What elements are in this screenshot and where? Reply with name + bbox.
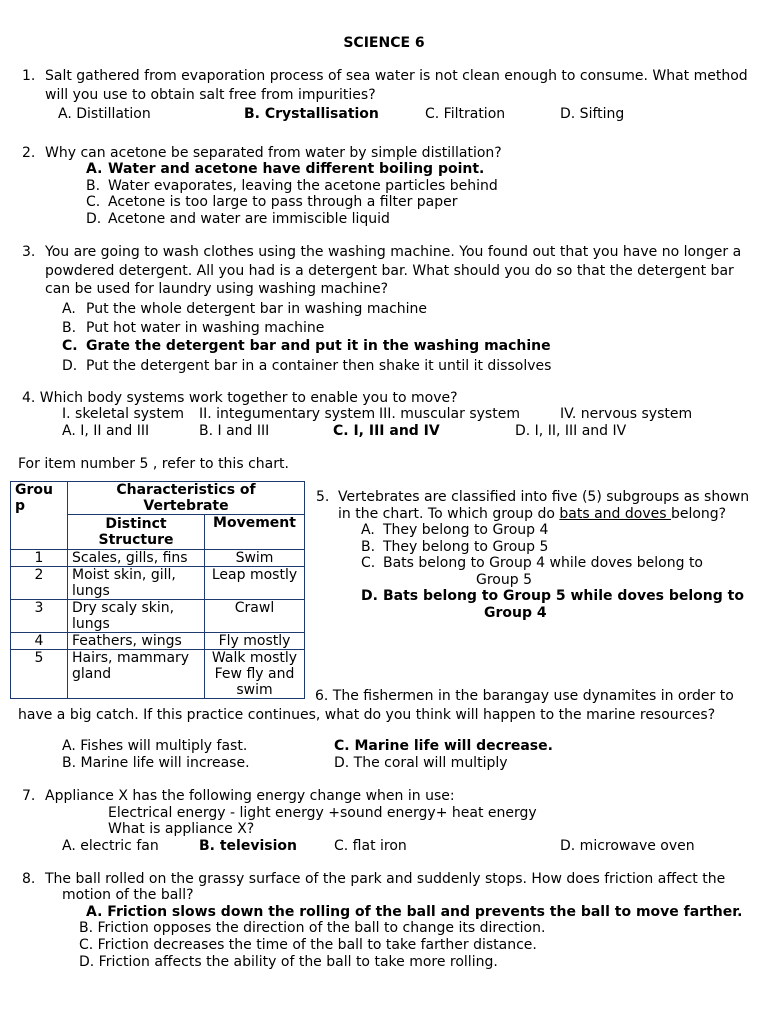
choice-c-answer: C. I, III and IV xyxy=(333,423,440,439)
choice-c: C. flat iron xyxy=(334,838,407,854)
choice-c: Bats belong to Group 4 while doves belong to xyxy=(383,555,703,571)
choice-b: They belong to Group 5 xyxy=(383,539,549,555)
choice-letter: C. xyxy=(86,194,101,210)
header-characteristics: Characteristics of Vertebrate xyxy=(68,482,305,515)
question-text xyxy=(338,506,726,523)
page-title: SCIENCE 6 xyxy=(343,35,425,51)
choice-a: Put the whole detergent bar in washing machine xyxy=(86,301,428,317)
choice-a: A. I, II and III xyxy=(62,423,150,439)
question-number: 2. xyxy=(22,145,36,161)
choice-a-answer: A. Friction slows down the rolling of the ball and prevents the ball to move farther. xyxy=(86,904,743,920)
system-item: I. skeletal system xyxy=(62,406,185,422)
group-cell: 4 xyxy=(11,633,68,650)
choice-b: B. I and III xyxy=(199,423,270,439)
choice-c-answer: Grate the detergent bar and put it in the washing machine xyxy=(86,338,551,354)
system-item: III. muscular system xyxy=(379,406,520,422)
question-text: Appliance X has the following energy change when in use: xyxy=(45,788,455,804)
structure-cell: Dry scaly skin, lungs xyxy=(68,600,205,633)
vertebrate-chart xyxy=(10,481,305,699)
question-text: Why can acetone be separated from water by simple distillation? xyxy=(45,145,502,161)
choice-c: C. Friction decreases the time of the ball to take farther distance. xyxy=(79,937,537,953)
question-text: Vertebrates are classified into five (5) subgroups as shown xyxy=(338,489,750,505)
movement-cell: Swim xyxy=(205,550,305,567)
choice-d: D. I, II, III and IV xyxy=(515,423,627,439)
choice-letter: A. xyxy=(361,522,375,538)
question-text: Electrical energy - light energy +sound energy+ heat energy xyxy=(108,805,537,821)
table-row xyxy=(11,567,305,600)
choice-d: D. The coral will multiply xyxy=(334,755,508,771)
movement-cell: Crawl xyxy=(205,600,305,633)
choice-d: D. Friction affects the ability of the ball to take more rolling. xyxy=(79,954,498,970)
choice-b-answer: B. television xyxy=(199,838,297,854)
structure-cell: Hairs, mammary gland xyxy=(68,650,205,699)
choice-letter: B. xyxy=(86,178,101,194)
choice-letter: B. xyxy=(361,539,376,555)
chart-intro: For item number 5 , refer to this chart. xyxy=(18,456,289,472)
choice-b: B. Marine life will increase. xyxy=(62,755,250,771)
movement-cell: Leap mostly xyxy=(205,567,305,600)
question-number: 7. xyxy=(22,788,36,804)
structure-cell: Moist skin, gill, lungs xyxy=(68,567,205,600)
choice-d: Put the detergent bar in a container then shake it until it dissolves xyxy=(86,358,552,374)
question-text: The ball rolled on the grassy surface of the park and suddenly stops. How does friction affect the xyxy=(45,871,726,887)
choice-letter: C. xyxy=(62,338,78,354)
choice-c-cont: Group 5 xyxy=(476,572,532,588)
underlined-term: bats and doves xyxy=(559,506,671,522)
choice-d-cont: Group 4 xyxy=(484,605,547,621)
choice-c: C. Filtration xyxy=(425,106,506,122)
choice-b: B. Friction opposes the direction of the ball to change its direction. xyxy=(79,920,546,936)
choice-d-answer: Bats belong to Group 5 while doves belong to xyxy=(383,588,744,604)
group-cell: 3 xyxy=(11,600,68,633)
movement-cell: Fly mostly xyxy=(205,633,305,650)
choice-b: Water evaporates, leaving the acetone particles behind xyxy=(108,178,498,194)
question-text-part: belong? xyxy=(670,506,727,522)
choice-letter: A. xyxy=(86,161,103,177)
question-number: 8. xyxy=(22,871,36,887)
choice-letter: D. xyxy=(86,211,102,227)
question-text: powdered detergent. All you had is a detergent bar. What should you do so that the detergent bar xyxy=(45,263,734,279)
question-text: will you use to obtain salt free from impurities? xyxy=(45,87,376,103)
table-row xyxy=(11,650,305,699)
header-movement: Movement xyxy=(205,515,305,550)
choice-c-answer: C. Marine life will decrease. xyxy=(334,738,553,754)
system-item: IV. nervous system xyxy=(560,406,693,422)
choice-d: D. microwave oven xyxy=(560,838,695,854)
structure-cell: Feathers, wings xyxy=(68,633,205,650)
table-row xyxy=(11,633,305,650)
system-item: II. integumentary system xyxy=(199,406,376,422)
table-row xyxy=(11,550,305,567)
question-text: Salt gathered from evaporation process of sea water is not clean enough to consume. What method xyxy=(45,68,748,84)
question-text: You are going to wash clothes using the washing machine. You found out that you have no longer a xyxy=(45,244,742,260)
header-group: Grou p xyxy=(11,482,68,550)
group-cell: 5 xyxy=(11,650,68,699)
choice-a: A. Fishes will multiply fast. xyxy=(62,738,248,754)
question-text: have a big catch. If this practice continues, what do you think will happen to the marine resources? xyxy=(18,707,716,723)
question-text-part: in the chart. To which group do xyxy=(338,506,560,522)
question-number: 1. xyxy=(22,68,36,84)
choice-letter: B. xyxy=(62,320,77,336)
choice-b-answer: B. Crystallisation xyxy=(244,106,379,122)
choice-b: Put hot water in washing machine xyxy=(86,320,325,336)
question-text: 4. Which body systems work together to enable you to move? xyxy=(22,390,458,406)
question-number: 3. xyxy=(22,244,36,260)
question-text: What is appliance X? xyxy=(108,821,255,837)
choice-letter: A. xyxy=(62,301,76,317)
table-header-row xyxy=(11,482,305,515)
group-cell: 1 xyxy=(11,550,68,567)
question-text: can be used for laundry using washing machine? xyxy=(45,281,389,297)
header-distinct-structure: Distinct Structure xyxy=(68,515,205,550)
question-text: motion of the ball? xyxy=(62,887,194,903)
choice-a: A. Distillation xyxy=(58,106,151,122)
choice-a: A. electric fan xyxy=(62,838,159,854)
choice-letter: C. xyxy=(361,555,376,571)
choice-letter: D. xyxy=(62,358,78,374)
choice-letter: D. xyxy=(361,588,378,604)
movement-cell: Walk mostly Few fly and swim xyxy=(205,650,305,699)
choice-a: They belong to Group 4 xyxy=(383,522,549,538)
question-text: 6. The fishermen in the barangay use dynamites in order to xyxy=(315,688,734,704)
structure-cell: Scales, gills, fins xyxy=(68,550,205,567)
choice-c: Acetone is too large to pass through a filter paper xyxy=(108,194,458,210)
choice-a-answer: Water and acetone have different boiling point. xyxy=(108,161,485,177)
choice-d: D. Sifting xyxy=(560,106,625,122)
group-cell: 2 xyxy=(11,567,68,600)
table-row xyxy=(11,600,305,633)
question-number: 5. xyxy=(316,489,330,505)
choice-d: Acetone and water are immiscible liquid xyxy=(108,211,390,227)
